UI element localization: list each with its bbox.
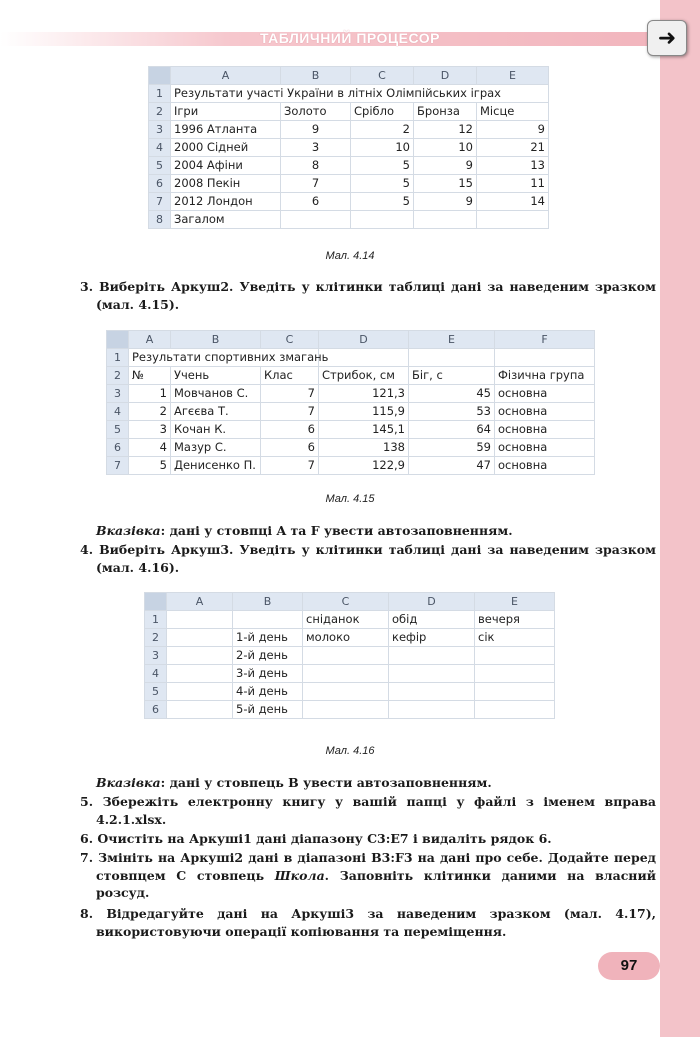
cell[interactable]: 59: [409, 439, 495, 457]
cell[interactable]: 10: [351, 139, 414, 157]
cell[interactable]: [303, 647, 389, 665]
table-row: [145, 665, 555, 683]
cell[interactable]: [167, 611, 233, 629]
cell[interactable]: [414, 211, 477, 229]
cell[interactable]: 1-й день: [233, 629, 303, 647]
cell[interactable]: [475, 647, 555, 665]
cell[interactable]: Стрибок, см: [319, 367, 409, 385]
column-header[interactable]: F: [495, 331, 595, 349]
cell[interactable]: [303, 683, 389, 701]
cell[interactable]: 115,9: [319, 403, 409, 421]
cell[interactable]: сніданок: [303, 611, 389, 629]
cell[interactable]: 3: [281, 139, 351, 157]
column-header[interactable]: B: [171, 331, 261, 349]
cell[interactable]: Золото: [281, 103, 351, 121]
cell[interactable]: 2012 Лондон: [171, 193, 281, 211]
figure-caption: Мал. 4.16: [325, 745, 375, 757]
step-7-text-c: . Заповніть клітинки даними на власний розсуд.: [96, 867, 656, 900]
table-row: [107, 403, 595, 421]
cell[interactable]: [167, 683, 233, 701]
cell[interactable]: Фізична група: [495, 367, 595, 385]
cell[interactable]: 1996 Атланта: [171, 121, 281, 139]
cell[interactable]: [167, 629, 233, 647]
column-header[interactable]: B: [233, 593, 303, 611]
cell[interactable]: [389, 665, 475, 683]
table-row: [149, 121, 549, 139]
table-row: [145, 629, 555, 647]
row-header[interactable]: 1: [145, 611, 167, 629]
step-6: 6. Очистіть на Аркуші1 дані діапазону C3:E7 і видаліть рядок 6.: [80, 831, 552, 846]
cell[interactable]: [389, 683, 475, 701]
cell[interactable]: 6: [261, 439, 319, 457]
cell[interactable]: 5: [129, 457, 171, 475]
cell[interactable]: 145,1: [319, 421, 409, 439]
cell[interactable]: 21: [477, 139, 549, 157]
cell[interactable]: 10: [414, 139, 477, 157]
row-header[interactable]: 2: [107, 367, 129, 385]
cell[interactable]: сік: [475, 629, 555, 647]
table-row: [149, 139, 549, 157]
cell[interactable]: молоко: [303, 629, 389, 647]
cell[interactable]: [303, 665, 389, 683]
step-7-text-a: 7. Змініть на Аркуші2 дані в діапазоні B3:F3 на дані про себе. Додайте перед стовпцем C стовпець: [80, 850, 656, 883]
row-header[interactable]: 1: [149, 85, 171, 103]
column-header[interactable]: E: [475, 593, 555, 611]
column-header[interactable]: E: [477, 67, 549, 85]
cell[interactable]: Денисенко П.: [171, 457, 261, 475]
cell[interactable]: 7: [281, 175, 351, 193]
cell[interactable]: 7: [261, 403, 319, 421]
cell[interactable]: вечеря: [475, 611, 555, 629]
row-header[interactable]: 4: [107, 403, 129, 421]
cell[interactable]: 6: [281, 193, 351, 211]
cell[interactable]: 45: [409, 385, 495, 403]
cell[interactable]: 15: [414, 175, 477, 193]
row-header[interactable]: 7: [149, 193, 171, 211]
cell[interactable]: Результати участі України в літніх Олімпійських іграх: [171, 85, 549, 103]
cell[interactable]: 14: [477, 193, 549, 211]
cell[interactable]: 3-й день: [233, 665, 303, 683]
cell[interactable]: [167, 665, 233, 683]
cell[interactable]: 9: [414, 157, 477, 175]
cell[interactable]: 9: [281, 121, 351, 139]
row-header[interactable]: 6: [149, 175, 171, 193]
row-header[interactable]: 2: [149, 103, 171, 121]
row-header[interactable]: 8: [149, 211, 171, 229]
cell[interactable]: 122,9: [319, 457, 409, 475]
cell[interactable]: 2004 Афіни: [171, 157, 281, 175]
cell[interactable]: 6: [261, 421, 319, 439]
hint-text: : дані у стовпець B увести автозаповненням.: [160, 775, 492, 790]
figure-caption: Мал. 4.15: [325, 493, 375, 505]
arrow-right-icon[interactable]: ➜: [647, 20, 687, 56]
chapter-title: ТАБЛИЧНИЙ ПРОЦЕСОР: [259, 30, 440, 46]
cell[interactable]: основна: [495, 457, 595, 475]
cell[interactable]: [409, 349, 495, 367]
spreadsheet-olympics: [148, 66, 549, 229]
cell[interactable]: Бронза: [414, 103, 477, 121]
row-header[interactable]: 6: [107, 439, 129, 457]
cell[interactable]: 11: [477, 175, 549, 193]
cell[interactable]: [167, 701, 233, 719]
cell[interactable]: 64: [409, 421, 495, 439]
step-3: 3. Виберіть Аркуш2. Уведіть у клітинки таблиці дані за наведеним зразком (мал. 4.15).: [80, 279, 656, 312]
column-header[interactable]: A: [129, 331, 171, 349]
cell[interactable]: Ігри: [171, 103, 281, 121]
table-row: [149, 103, 549, 121]
cell[interactable]: [233, 611, 303, 629]
cell[interactable]: 121,3: [319, 385, 409, 403]
hint-label: Вказівка: [96, 775, 161, 790]
cell[interactable]: Агєєва Т.: [171, 403, 261, 421]
column-header[interactable]: D: [389, 593, 475, 611]
cell[interactable]: [475, 665, 555, 683]
table-row: [145, 683, 555, 701]
cell[interactable]: 1: [129, 385, 171, 403]
corner-cell[interactable]: [149, 67, 171, 85]
cell[interactable]: 5: [351, 193, 414, 211]
table-row: [107, 421, 595, 439]
cell[interactable]: Мазур С.: [171, 439, 261, 457]
row-header[interactable]: 7: [107, 457, 129, 475]
cell[interactable]: 2: [351, 121, 414, 139]
cell[interactable]: 4-й день: [233, 683, 303, 701]
cell[interactable]: [389, 647, 475, 665]
step-4: 4. Виберіть Аркуш3. Уведіть у клітинки таблиці дані за наведеним зразком (мал. 4.16).: [80, 542, 656, 575]
column-header[interactable]: E: [409, 331, 495, 349]
cell[interactable]: 7: [261, 385, 319, 403]
cell[interactable]: основна: [495, 439, 595, 457]
cell[interactable]: [477, 211, 549, 229]
row-header[interactable]: 3: [149, 121, 171, 139]
table-row: [107, 349, 595, 367]
cell[interactable]: 5: [351, 157, 414, 175]
cell[interactable]: основна: [495, 385, 595, 403]
cell[interactable]: [475, 701, 555, 719]
cell[interactable]: 53: [409, 403, 495, 421]
spreadsheet-meals: [144, 592, 555, 719]
hint-autofill-a-f: [80, 522, 640, 540]
hint-label: Вказівка: [96, 523, 161, 538]
cell[interactable]: 13: [477, 157, 549, 175]
cell[interactable]: Срібло: [351, 103, 414, 121]
table-row: [149, 211, 549, 229]
cell[interactable]: [495, 349, 595, 367]
corner-cell[interactable]: [107, 331, 129, 349]
row-header[interactable]: 2: [145, 629, 167, 647]
cell[interactable]: Клас: [261, 367, 319, 385]
cell[interactable]: 4: [129, 439, 171, 457]
cell[interactable]: Місце: [477, 103, 549, 121]
cell[interactable]: 47: [409, 457, 495, 475]
column-header[interactable]: D: [414, 67, 477, 85]
table-row: [145, 701, 555, 719]
column-header[interactable]: A: [171, 67, 281, 85]
cell[interactable]: 9: [477, 121, 549, 139]
column-header[interactable]: C: [261, 331, 319, 349]
cell[interactable]: [303, 701, 389, 719]
cell[interactable]: основна: [495, 421, 595, 439]
cell[interactable]: 7: [261, 457, 319, 475]
cell[interactable]: 5-й день: [233, 701, 303, 719]
table-row: [145, 647, 555, 665]
step-5: 5. Збережіть електронну книгу у вашій папці у файлі з іменем вправа 4.2.1.xlsx.: [80, 794, 656, 827]
cell[interactable]: [475, 683, 555, 701]
table-row: [107, 439, 595, 457]
cell[interactable]: [389, 701, 475, 719]
page-side-band: [660, 0, 700, 1037]
cell[interactable]: Учень: [171, 367, 261, 385]
cell[interactable]: основна: [495, 403, 595, 421]
row-header[interactable]: 1: [107, 349, 129, 367]
column-header[interactable]: B: [281, 67, 351, 85]
table-row: [149, 193, 549, 211]
step-7-school: Школа: [274, 867, 325, 883]
column-header[interactable]: C: [303, 593, 389, 611]
cell[interactable]: 2-й день: [233, 647, 303, 665]
row-header[interactable]: 6: [145, 701, 167, 719]
cell[interactable]: [351, 211, 414, 229]
corner-cell[interactable]: [145, 593, 167, 611]
cell[interactable]: №: [129, 367, 171, 385]
cell[interactable]: 9: [414, 193, 477, 211]
cell[interactable]: Кочан К.: [171, 421, 261, 439]
cell[interactable]: Результати спортивних змагань: [129, 349, 319, 367]
column-header[interactable]: C: [351, 67, 414, 85]
row-header[interactable]: 4: [145, 665, 167, 683]
cell[interactable]: Мовчанов С.: [171, 385, 261, 403]
cell[interactable]: 2008 Пекін: [171, 175, 281, 193]
page-number: 97: [598, 952, 660, 980]
cell[interactable]: 5: [351, 175, 414, 193]
hint-autofill-b: [80, 774, 640, 792]
row-header[interactable]: 3: [107, 385, 129, 403]
cell[interactable]: 12: [414, 121, 477, 139]
table-row: [149, 85, 549, 103]
row-header[interactable]: 3: [145, 647, 167, 665]
cell[interactable]: обід: [389, 611, 475, 629]
table-row: [107, 385, 595, 403]
cell[interactable]: 3: [129, 421, 171, 439]
cell[interactable]: 2000 Сідней: [171, 139, 281, 157]
column-header[interactable]: A: [167, 593, 233, 611]
cell[interactable]: 138: [319, 439, 409, 457]
table-row: [107, 457, 595, 475]
cell[interactable]: 8: [281, 157, 351, 175]
hint-text: : дані у стовпці A та F увести автозаповненням.: [160, 523, 513, 538]
cell[interactable]: [319, 349, 409, 367]
row-header[interactable]: 5: [107, 421, 129, 439]
spreadsheet-sports: [106, 330, 595, 475]
column-header[interactable]: D: [319, 331, 409, 349]
figure-caption: Мал. 4.14: [325, 250, 375, 262]
table-row: [149, 157, 549, 175]
cell[interactable]: [281, 211, 351, 229]
table-row: [107, 367, 595, 385]
row-header[interactable]: 5: [149, 157, 171, 175]
cell[interactable]: 2: [129, 403, 171, 421]
step-8: 8. Відредагуйте дані на Аркуші3 за наведеним зразком (мал. 4.17), використовуючи операції копіювання та переміщення.: [80, 906, 656, 939]
table-row: [149, 175, 549, 193]
row-header[interactable]: 5: [145, 683, 167, 701]
cell[interactable]: [167, 647, 233, 665]
step-7: [80, 849, 656, 902]
cell[interactable]: Біг, с: [409, 367, 495, 385]
cell[interactable]: кефір: [389, 629, 475, 647]
cell[interactable]: Загалом: [171, 211, 281, 229]
table-row: [145, 611, 555, 629]
row-header[interactable]: 4: [149, 139, 171, 157]
